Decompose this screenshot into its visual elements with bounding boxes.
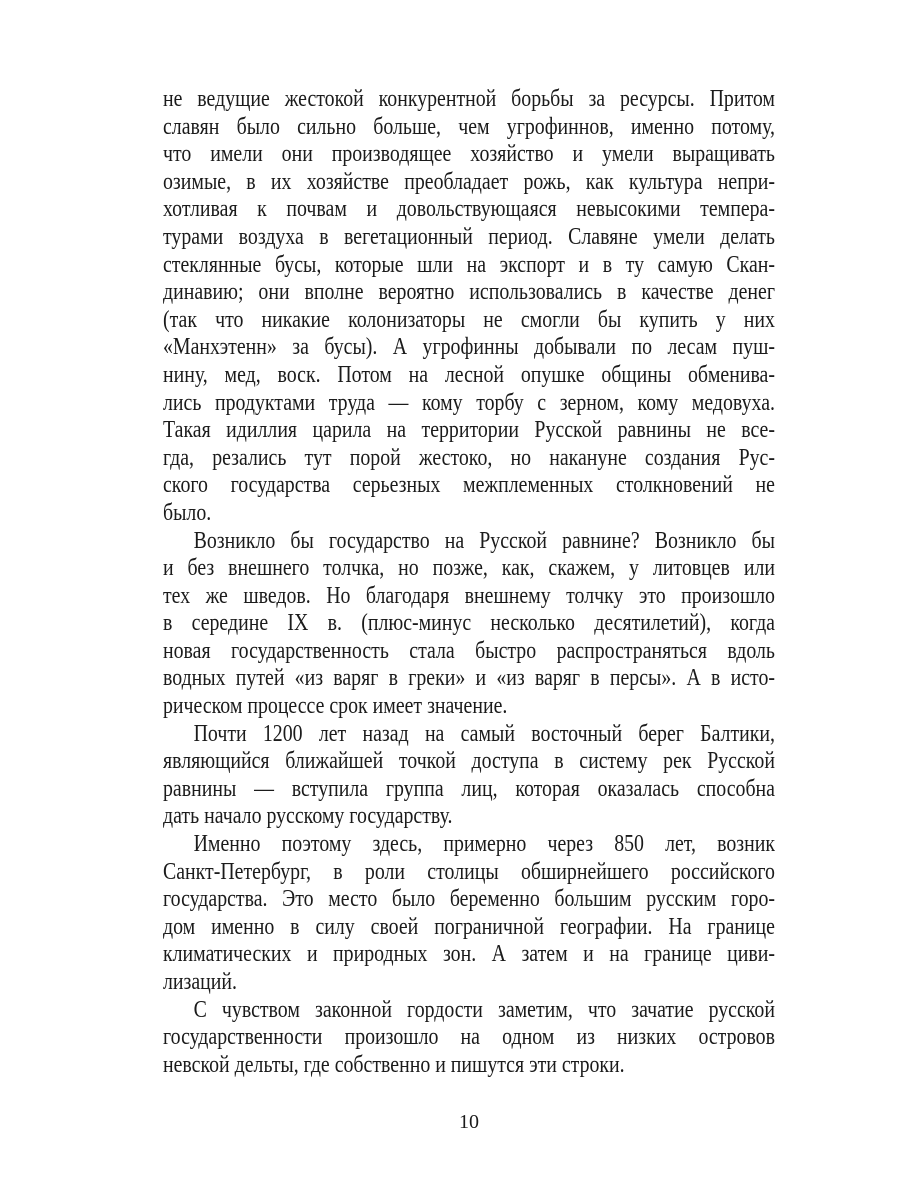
text-line: славян было сильно больше, чем угрофиннов, именно потому,	[163, 113, 775, 140]
text-line: невской дельты, где собственно и пишутся эти строки.	[163, 1051, 625, 1078]
text-line: «Манхэтенн» за бусы). А угрофинны добывали по лесам пуш-	[163, 334, 775, 361]
text-line: рическом процессе срок имеет значение.	[163, 693, 508, 720]
page-text	[163, 86, 775, 1079]
text-line: что имели они производящее хозяйство и умели выращивать	[163, 141, 775, 168]
text-line: в середине IX в. (плюс-минус несколько десятилетий), когда	[163, 610, 775, 637]
text-line: являющийся ближайшей точкой доступа в систему рек Русской	[163, 748, 775, 775]
text-line: лизаций.	[163, 969, 238, 995]
text-line: Такая идиллия царила на территории Русской равнины не все-	[163, 417, 775, 444]
text-line: стеклянные бусы, которые шли на экспорт и в ту самую Скан-	[163, 251, 775, 278]
text-line: не ведущие жестокой конкурентной борьбы за ресурсы. Притом	[163, 86, 775, 112]
text-line: С чувством законной гордости заметим, что зачатие русской	[193, 996, 775, 1023]
text-line: новая государственность стала быстро распространяться вдоль	[163, 637, 775, 664]
text-line: водных путей «из варяг в греки» и «из варяг в персы». А в исто-	[163, 665, 775, 692]
text-line: дать начало русскому государству.	[163, 803, 453, 830]
paragraph	[163, 86, 775, 528]
paragraph	[163, 528, 775, 721]
paragraph	[163, 831, 775, 997]
text-line: лись продуктами труда — кому торбу с зерном, кому медовуха.	[163, 389, 775, 416]
text-line: государства. Это место было беременно большим русским горо-	[163, 886, 775, 913]
text-line: государственности произошло на одном из низких островов	[163, 1024, 775, 1051]
paragraph	[163, 997, 775, 1080]
page-number: 10	[459, 1111, 479, 1133]
paragraph	[163, 721, 775, 831]
text-line: динавию; они вполне вероятно использовались в качестве денег	[163, 279, 775, 306]
text-line: озимые, в их хозяйстве преобладает рожь, как культура непри-	[163, 168, 775, 195]
text-line: нину, мед, воск. Потом на лесной опушке общины обменива-	[163, 361, 775, 388]
text-line: дом именно в силу своей пограничной географии. На границе	[163, 913, 775, 940]
text-line: ского государства серьезных межплеменных столкновений не	[163, 472, 775, 499]
text-line: турами воздуха в вегетационный период. Славяне умели делать	[163, 223, 775, 250]
text-line: тех же шведов. Но благодаря внешнему толчку это произошло	[163, 582, 775, 609]
text-line: хотливая к почвам и довольствующаяся невысокими темпера-	[163, 196, 775, 223]
text-line: климатических и природных зон. А затем и на границе циви-	[163, 941, 775, 968]
text-line: и без внешнего толчка, но позже, как, скажем, у литовцев или	[163, 555, 775, 582]
text-line: гда, резались тут порой жестоко, но накануне создания Рус-	[163, 444, 775, 471]
text-line: Возникло бы государство на Русской равнине? Возникло бы	[193, 527, 775, 554]
text-line: было.	[163, 499, 212, 526]
text-line: Почти 1200 лет назад на самый восточный берег Балтики,	[193, 720, 775, 747]
text-line: (так что никакие колонизаторы не смогли бы купить у них	[163, 306, 775, 333]
text-line: Именно поэтому здесь, примерно через 850 лет, возник	[193, 831, 775, 858]
text-line: Санкт-Петербург, в роли столицы обширнейшего российского	[163, 858, 775, 885]
text-line: равнины — вступила группа лиц, которая оказалась способна	[163, 775, 775, 802]
